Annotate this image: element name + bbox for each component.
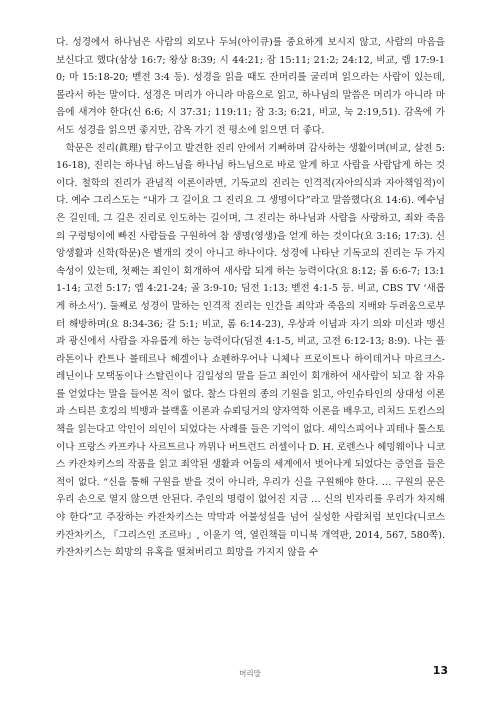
- running-footer-title: 머리말: [239, 669, 261, 678]
- page-number: 13: [432, 664, 448, 677]
- paragraph-continuation: 다. 성경에서 하나님은 사람의 외모나 두뇌(아이큐)를 중요하게 보시지 않고, 사람의 마음을 보신다고 했다(삼상 16:7; 왕상 8:39; 시 44:21; 잠 15:11; 21:2; 24:12, 비교, 렘 17:9-10; 마 15:18-20; 벧전 3:4 등). 성경을 읽을 때도 잔머리를 굴리며 읽으라는 사람이 있는데, 몰라서 하는 말이다. 성경은 머리가 아니라 마음으로 읽고, 하나님의 말씀은 머리가 아니라 마음에 새겨야 한다(신 6:6; 시 37:31; 119:11; 잠 3:3; 6:21, 비교, 눅 2:19,51). 감옥에 가서도 성경을 읽으면 좋지만, 감옥 가기 전 평소에 읽으면 더 좋다.: [56, 37, 445, 136]
- body-text: [56, 34, 445, 562]
- paragraph-truth: 학문은 진리(眞理) 탐구이고 발견한 진리 안에서 기뻐하며 감사하는 생활이며(비교, 살전 5:16-18), 진리는 하나님 하느님을 하나님 하느님으로 바로 알게 하고 사람을 사람답게 하는 것이다. 철학의 진리가 관념적 이론이라면, 기독교의 진리는 인격적(자아의식과 자아책임적)이다. 예수 그리스도는 “내가 그 길이요 그 진리요 그 생명이다”라고 말씀했다(요 14:6). 예수님은 길인데, 그 길은 진리로 인도하는 길이며, 그 진리는 하나님과 사람을 사랑하고, 죄와 죽음의 구렁텅이에 빠진 사람들을 구원하여 참 생명(영생)을 얻게 하는 것이다(요 3:16; 17:3). 신앙생활과 신학(학문)은 별개의 것이 아니고 하나이다. 성경에 나타난 기독교의 진리는 두 가지 속성이 있는데, 첫째는 죄인이 회개하여 새사람 되게 하는 능력이다(요 8:12; 롬 6:6-7; 13:11-14; 고전 5:17; 엡 4:21-24; 골 3:9-10; 딤전 1:13; 벧전 4:1-5 등. 비교, CBS TV ‘새롭게 하소서’). 둘째로 성경이 말하는 인격적 진리는 인간을 죄악과 죽음의 지배와 두려움으로부터 해방하며(요 8:34-36; 갈 5:1; 비교, 롬 6:14-23), 우상과 이념과 자기 의와 미신과 맹신과 광신에서 사람을 자유롭게 하는 능력이다(딤전 4:1-5, 비교, 고전 6:12-13; 8:9). 나는 플라톤이나 칸트나 볼테르나 헤겔이나 쇼펜하우어나 니체나 프로이트나 하이데거나 마르크스-레닌이나 모택동이나 스탈린이나 김일성의 말을 듣고 죄인이 회개하여 새사람이 되고 참 자유를 얻었다는 말을 들어본 적이 없다. 찰스 다윈의 종의 기원을 읽고, 아인슈타인의 상대성 이론과 스티븐 호킹의 빅뱅과 블랙홀 이론과 슈뢰딩거의 양자역학 이론을 배우고, 리처드 도킨스의 책을 읽는다고 악인이 의인이 되었다는 사례를 들은 기억이 없다. 셰익스피어나 괴테나 톨스토이나 프랑스 카프카나 사르트르나 까뮈나 버트런드 러셀이나 D. H. 로렌스나 헤밍웨이나 니코스 카잔차키스의 작품을 읽고 죄악된 생활과 어둠의 세계에서 벗어나게 되었다는 증언을 들은 적이 없다. “신을 통해 구원을 받을 것이 아니라, 우리가 신을 구원해야 한다. … 구원의 문은 우리 손으로 열지 않으면 안된다. 주인의 명령이 없어진 지금 … 신의 빈자리를 우리가 차지해야 한다”고 주장하는 카잔차키스는 막막과 어불성설을 넘어 실성한 사람처럼 보인다(니코스 카잔차키스, 『그리스인 조르바』, 이윤기 역, 열린책들 미니북 개역판, 2014, 567, 580쪽). 카잔차키스는 희망의 유혹을 떨쳐버리고 희망을 가지지 않을 수: [56, 142, 445, 559]
